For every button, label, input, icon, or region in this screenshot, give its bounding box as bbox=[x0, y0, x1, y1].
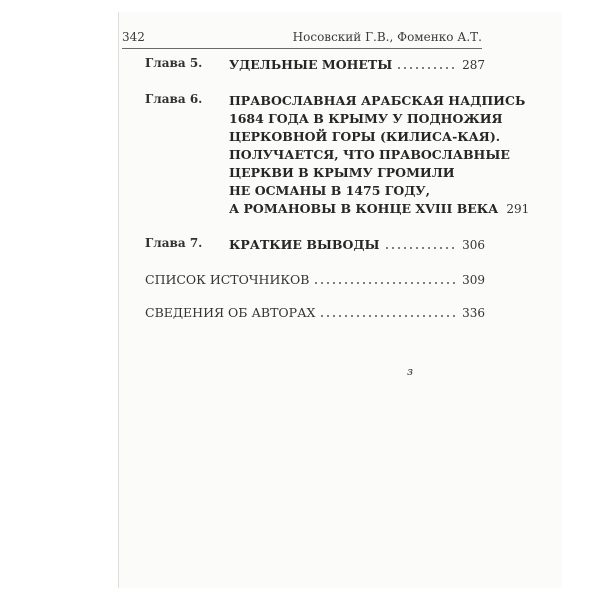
toc-entry-chapter-6 bbox=[145, 92, 530, 218]
title-line: ПОЛУЧАЕТСЯ, ЧТО ПРАВОСЛАВНЫЕ bbox=[229, 147, 510, 162]
chapter-title bbox=[229, 56, 485, 74]
toc-entry-chapter-7 bbox=[145, 236, 485, 254]
page-ref: 309 bbox=[462, 273, 485, 287]
title-line: НЕ ОСМАНЫ В 1475 ГОДУ, bbox=[229, 183, 430, 198]
chapter-label: Глава 5. bbox=[145, 56, 203, 70]
title-line: ЦЕРКОВНОЙ ГОРЫ (КИЛИСА-КАЯ). bbox=[229, 129, 501, 144]
handwritten-mark: з bbox=[407, 365, 413, 378]
page-ref: 336 bbox=[462, 306, 485, 320]
leader-dots bbox=[384, 239, 459, 249]
chapter-title bbox=[229, 92, 530, 218]
page-ref: 306 bbox=[462, 238, 485, 252]
title-line: А РОМАНОВЫ В КОНЦЕ XVIII ВЕКА bbox=[229, 201, 499, 216]
page-ref: 287 bbox=[462, 58, 485, 72]
leader-dots bbox=[396, 59, 458, 69]
authors-label: СВЕДЕНИЯ ОБ АВТОРАХ bbox=[145, 305, 316, 320]
toc-entry-sources bbox=[145, 272, 485, 287]
sources-label: СПИСОК ИСТОЧНИКОВ bbox=[145, 272, 310, 287]
leader-dots bbox=[313, 274, 458, 284]
running-header bbox=[122, 30, 482, 49]
chapter-title bbox=[229, 236, 485, 254]
title-line: КРАТКИЕ ВЫВОДЫ bbox=[229, 237, 380, 252]
header-authors: Носовский Г.В., Фоменко А.Т. bbox=[292, 30, 482, 44]
chapter-label: Глава 6. bbox=[145, 92, 203, 106]
title-line: УДЕЛЬНЫЕ МОНЕТЫ bbox=[229, 57, 393, 72]
toc-entry-authors bbox=[145, 305, 485, 320]
page-ref: 291 bbox=[506, 202, 530, 216]
title-line: 1684 ГОДА В КРЫМУ У ПОДНОЖИЯ bbox=[229, 111, 503, 126]
title-line: ЦЕРКВИ В КРЫМУ ГРОМИЛИ bbox=[229, 165, 455, 180]
toc-entry-chapter-5 bbox=[145, 56, 485, 74]
table-of-contents bbox=[145, 56, 530, 320]
title-line: ПРАВОСЛАВНАЯ АРАБСКАЯ НАДПИСЬ bbox=[229, 93, 526, 108]
page-number: 342 bbox=[122, 30, 145, 44]
chapter-label: Глава 7. bbox=[145, 236, 203, 250]
leader-dots bbox=[319, 307, 458, 317]
